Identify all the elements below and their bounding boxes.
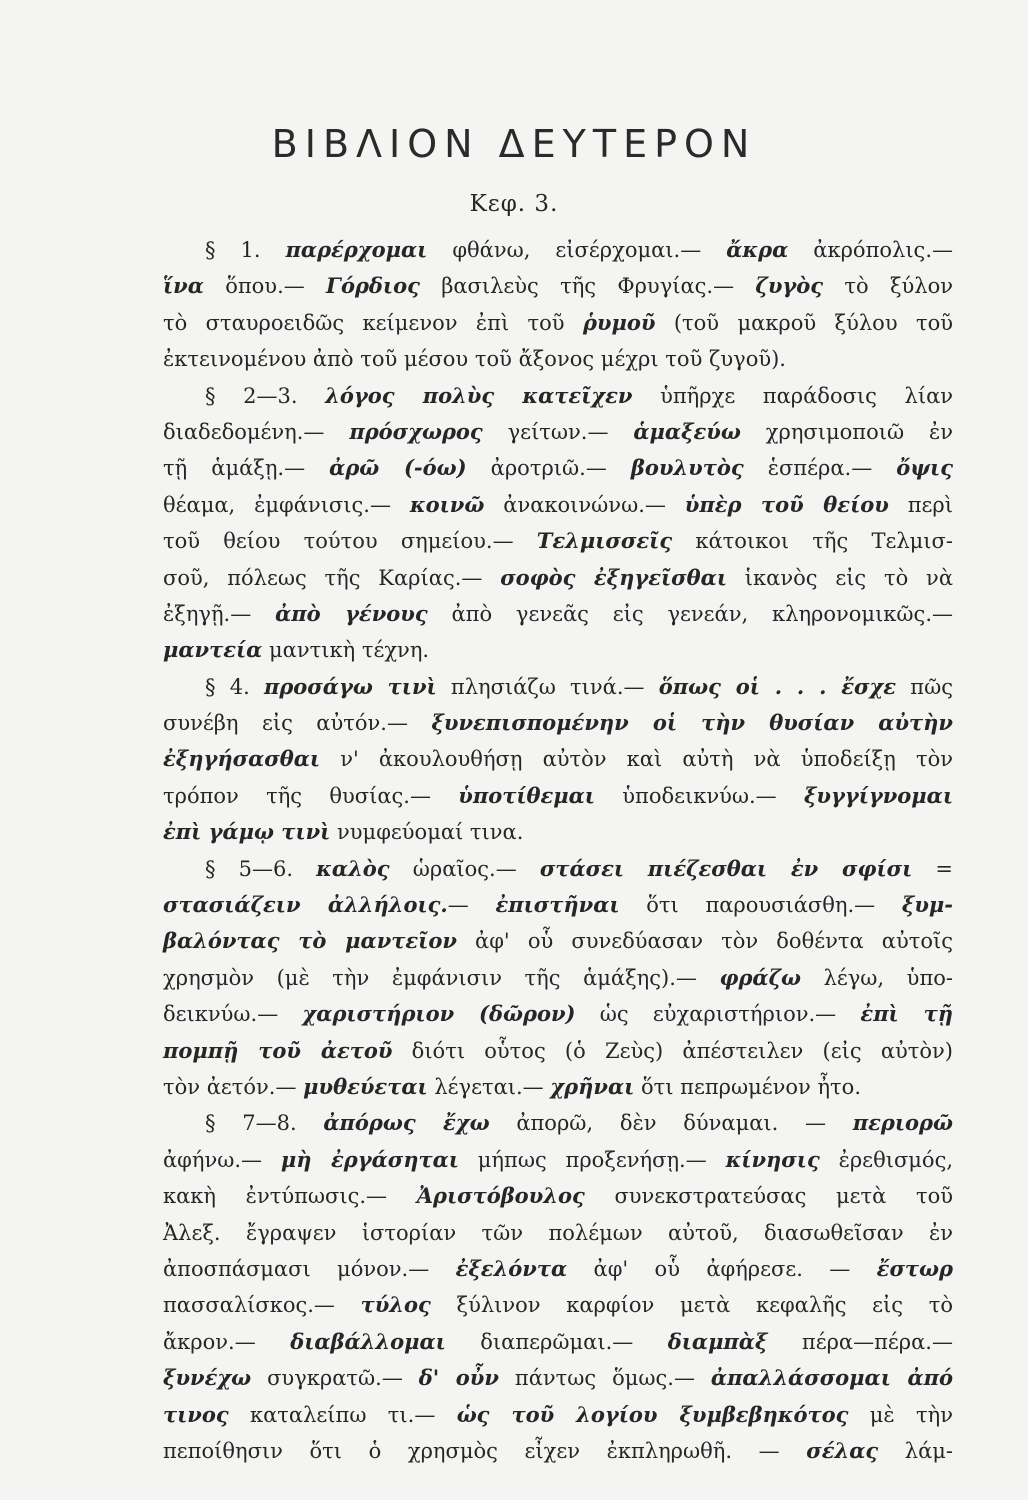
text-line — [163, 378, 953, 414]
headword: Τελμισσεῖς — [536, 528, 673, 554]
text-line — [163, 487, 953, 523]
headword: περιορῶ — [852, 1110, 954, 1136]
headword: ἐπιστῆναι — [495, 892, 620, 918]
gloss-text: ἀφ' οὗ συνεδύασαν τὸν δοθέντα αὐτοῖς — [456, 929, 954, 954]
headword: ἀπόρως ἔχω — [323, 1110, 490, 1136]
headword: διαμπὰξ — [667, 1328, 768, 1354]
gloss-text: ἀροτριῶ.— — [466, 456, 631, 481]
text-line — [163, 1287, 953, 1323]
text-line — [163, 923, 953, 959]
gloss-text: φθάνω, εἰσέρχομαι.— — [427, 238, 727, 262]
gloss-text: συνέβη εἰς αὐτόν.— — [163, 711, 432, 736]
headword: μαντεία — [163, 637, 263, 663]
text-line — [163, 560, 953, 596]
text-line — [163, 523, 953, 559]
text-line — [163, 1215, 953, 1251]
text-line — [163, 1033, 953, 1069]
text-line — [163, 814, 953, 850]
text-line — [163, 1178, 953, 1214]
headword: ξυνέχω — [163, 1365, 252, 1391]
gloss-text: πλησιάζω τινά.— — [436, 674, 659, 699]
text-line — [163, 232, 953, 268]
text-line — [163, 268, 953, 304]
gloss-text: λάμ- — [878, 1438, 953, 1463]
headword: ἐξελόντα — [455, 1255, 568, 1281]
gloss-text: § 1. — [205, 238, 286, 262]
headword: τύλος — [360, 1292, 431, 1318]
gloss-text: περὶ — [888, 492, 953, 517]
gloss-text: ἀπὸ γενεᾶς εἰς γενεάν, κληρονομικῶς.— — [427, 601, 953, 626]
headword: ὅπως οἱ . . . ἔσχε — [658, 673, 897, 699]
headword: στάσει πιέζεσθαι ἐν σφίσι — [539, 855, 913, 881]
gloss-text: πάντως ὅμως.— — [498, 1366, 711, 1391]
headword: ἐξηγήσασθαι — [163, 746, 321, 772]
text-line — [163, 996, 953, 1032]
gloss-text: § 4. — [205, 674, 264, 699]
headword: δ' οὖν — [418, 1365, 499, 1391]
gloss-text: καταλείπω τι.— — [228, 1402, 457, 1427]
gloss-text: ἀφ' οὗ ἀφήρεσε. — — [567, 1256, 877, 1281]
gloss-text: ὅπου.— — [203, 274, 327, 299]
gloss-text: λέγεται.— — [427, 1074, 551, 1099]
headword: ζυγὸς — [755, 273, 824, 299]
gloss-text: (τοῦ μακροῦ ξύλου τοῦ — [655, 310, 953, 335]
gloss-text: — — [447, 893, 496, 918]
gloss-text: ὡς εὐχαριστήριον.— — [575, 1002, 861, 1027]
gloss-text: τὸ σταυροειδῶς κείμενον ἐπὶ τοῦ — [163, 310, 583, 335]
gloss-text: κακὴ ἐντύπωσις.— — [163, 1184, 417, 1209]
gloss-text: ἀπορῶ, δὲν δύναμαι. — — [489, 1111, 853, 1136]
headword: προσάγω τινὶ — [263, 673, 437, 699]
text-line — [163, 741, 953, 777]
headword: λόγος πολὺς κατεῖχεν — [325, 382, 633, 408]
gloss-text: πεποίθησιν ὅτι ὁ χρησμὸς εἶχεν ἐκπληρωθῆ. — — [163, 1438, 807, 1463]
headword: Ἀριστόβουλος — [416, 1183, 585, 1209]
gloss-text: ἱκανὸς εἰς τὸ νὰ — [727, 565, 954, 590]
text-line — [163, 1324, 953, 1360]
gloss-text: δεικνύω.— — [163, 1002, 303, 1027]
gloss-text: μήπως προξενήσῃ.— — [458, 1147, 726, 1172]
gloss-text: διαπερῶμαι.— — [445, 1329, 668, 1354]
gloss-text: τῇ ἁμάξῃ.— — [163, 456, 330, 481]
headword: μυθεύεται — [303, 1073, 428, 1099]
headword: σοφὸς ἐξηγεῖσθαι — [500, 564, 727, 590]
text-line — [163, 669, 953, 705]
gloss-text: ὑπῆρχε παράδοσις λίαν — [632, 383, 954, 408]
glossary-text — [163, 232, 953, 1469]
gloss-text: βασιλεὺς τῆς Φρυγίας.— — [419, 274, 756, 299]
text-line — [163, 1251, 953, 1287]
headword: ἀρῶ (-όω) — [329, 455, 467, 481]
headword: ἀπὸ γένους — [275, 600, 428, 626]
gloss-text: γείτων.— — [482, 419, 634, 444]
gloss-text: πῶς — [896, 674, 953, 699]
gloss-text: ἀποσπάσμασι μόνον.— — [163, 1256, 456, 1281]
text-line — [163, 1433, 953, 1469]
gloss-text: ἀνακοινώνω.— — [484, 492, 685, 517]
gloss-text: ἐρεθισμός, — [819, 1147, 954, 1172]
gloss-text: ὅτι πεπρωμένον ἦτο. — [634, 1074, 861, 1099]
gloss-text: § 2—3. — [205, 383, 326, 408]
gloss-text: Ἀλεξ. ἔγραψεν ἱστορίαν τῶν πολέμων αὐτοῦ, διασωθεῖσαν ἐν — [163, 1220, 953, 1245]
text-line — [163, 851, 953, 887]
text-line — [163, 414, 953, 450]
gloss-text: § 5—6. — [205, 856, 317, 881]
headword: φράζω — [719, 964, 801, 990]
headword: ὡς τοῦ λογίου ξυμβεβηκότος — [456, 1401, 849, 1427]
text-line — [163, 705, 953, 741]
gloss-text: συνεκστρατεύσας μετὰ τοῦ — [584, 1184, 953, 1209]
gloss-text: § 7—8. — [205, 1111, 324, 1136]
text-line — [163, 778, 953, 814]
gloss-text: θέαμα, ἐμφάνισις.— — [163, 492, 410, 517]
headword: ἔστωρ — [876, 1255, 954, 1281]
text-line — [163, 450, 953, 486]
headword: πρόσχωρος — [349, 418, 483, 444]
gloss-text: πέρα—πέρα.— — [767, 1329, 953, 1354]
gloss-text: τοῦ θείου τούτου σημείου.— — [163, 529, 537, 554]
headword: ὄψις — [896, 455, 953, 481]
headword: χρῆναι — [550, 1073, 635, 1099]
headword: ξυνεπισπομένην οἱ τὴν θυσίαν αὐτὴν — [431, 710, 953, 736]
gloss-text: ἐξηγῇ.— — [163, 601, 276, 626]
gloss-text: ὅτι παρουσιάσθη.— — [619, 893, 902, 918]
headword: βουλυτὸς — [630, 455, 744, 481]
gloss-text: μὲ τὴν — [848, 1402, 954, 1427]
gloss-text: ἀκρόπολις.— — [788, 238, 953, 262]
headword: ἵνα — [163, 273, 204, 299]
headword: ἄκρα — [726, 237, 789, 262]
headword: ἁμαξεύω — [633, 418, 741, 444]
headword: ἀπαλλάσσομαι ἀπό — [710, 1365, 953, 1391]
gloss-text: χρησιμοποιῶ ἐν — [740, 419, 954, 444]
headword: ξυμ- — [901, 892, 953, 918]
headword: τινος — [163, 1401, 229, 1427]
gloss-text: ἄκρον.— — [163, 1329, 291, 1354]
gloss-text: σοῦ, πόλεως τῆς Καρίας.— — [163, 565, 501, 590]
gloss-text: συγκρατῶ.— — [251, 1366, 419, 1391]
headword: σέλας — [806, 1437, 879, 1463]
headword: Γόρδιος — [326, 273, 420, 299]
gloss-text: ἑσπέρα.— — [743, 456, 897, 481]
text-line — [163, 1397, 953, 1433]
gloss-text: κάτοικοι τῆς Τελμισ- — [672, 529, 953, 554]
gloss-text: διότι οὗτος (ὁ Ζεὺς) ἀπέστειλεν (εἰς αὐτὸν) — [392, 1038, 953, 1063]
headword: κοινῶ — [409, 491, 485, 517]
headword: ὑπὲρ τοῦ θείου — [684, 491, 889, 517]
book-title: ΒΙΒΛΙΟΝ ΔΕΥΤΕΡΟΝ — [271, 122, 757, 166]
gloss-text: τὸ ξύλον — [823, 274, 953, 299]
gloss-text: λέγω, ὑπο- — [801, 965, 953, 990]
headword: καλὸς — [316, 855, 390, 881]
gloss-text: τρόπον τῆς θυσίας.— — [163, 783, 459, 808]
text-line — [163, 1142, 953, 1178]
text-line — [163, 632, 953, 668]
headword: ξυγγίγνομαι — [803, 782, 953, 808]
text-line — [163, 1069, 953, 1105]
headword: ῥυμοῦ — [582, 309, 656, 335]
gloss-text: ὑποδεικνύω.— — [594, 783, 804, 808]
text-line — [163, 305, 953, 341]
gloss-text: ἀφήνω.— — [163, 1147, 281, 1172]
text-line — [163, 1105, 953, 1141]
text-line — [163, 887, 953, 923]
headword: πομπῇ τοῦ ἀετοῦ — [163, 1037, 393, 1063]
headword: βαλόντας τὸ μαντεῖον — [163, 928, 457, 954]
gloss-text: ὡραῖος.— — [389, 856, 540, 881]
gloss-text: ἐκτεινομένου ἀπὸ τοῦ μέσου τοῦ ἄξονος μέχρι τοῦ ζυγοῦ). — [163, 347, 786, 372]
gloss-text: μαντικὴ τέχνη. — [262, 638, 430, 663]
gloss-text: τὸν ἀετόν.— — [163, 1074, 304, 1099]
text-line — [163, 960, 953, 996]
gloss-text: ξύλινον καρφίον μετὰ κεφαλῆς εἰς τὸ — [430, 1293, 954, 1318]
text-line — [163, 341, 953, 377]
headword: παρέρχομαι — [285, 237, 428, 262]
gloss-text: πασσαλίσκος.— — [163, 1293, 361, 1318]
headword: χαριστήριον (δῶρον) — [302, 1001, 576, 1027]
headword: διαβάλλομαι — [290, 1328, 446, 1354]
headword: κίνησις — [725, 1146, 820, 1172]
headword: ἐπὶ γάμῳ τινὶ — [163, 819, 331, 845]
chapter-heading: Κεφ. 3. — [469, 191, 559, 217]
headword: στασιάζειν ἀλλήλοις. — [163, 892, 448, 918]
headword: μὴ ἐργάσηται — [280, 1146, 459, 1172]
gloss-text: διαδεδομένη.— — [163, 419, 350, 444]
headword: ἐπὶ τῇ — [860, 1001, 953, 1027]
gloss-text: νυμφεύομαί τινα. — [330, 820, 524, 845]
headword: ὑποτίθεμαι — [458, 782, 595, 808]
text-line — [163, 1360, 953, 1396]
text-line — [163, 596, 953, 632]
gloss-text: ν' ἀκουλουθήσῃ αὐτὸν καὶ αὐτὴ νὰ ὑποδείξῃ τὸν — [320, 747, 953, 772]
gloss-text: = — [912, 856, 953, 881]
gloss-text: χρησμὸν (μὲ τὴν ἐμφάνισιν τῆς ἁμάξης).— — [163, 965, 720, 990]
